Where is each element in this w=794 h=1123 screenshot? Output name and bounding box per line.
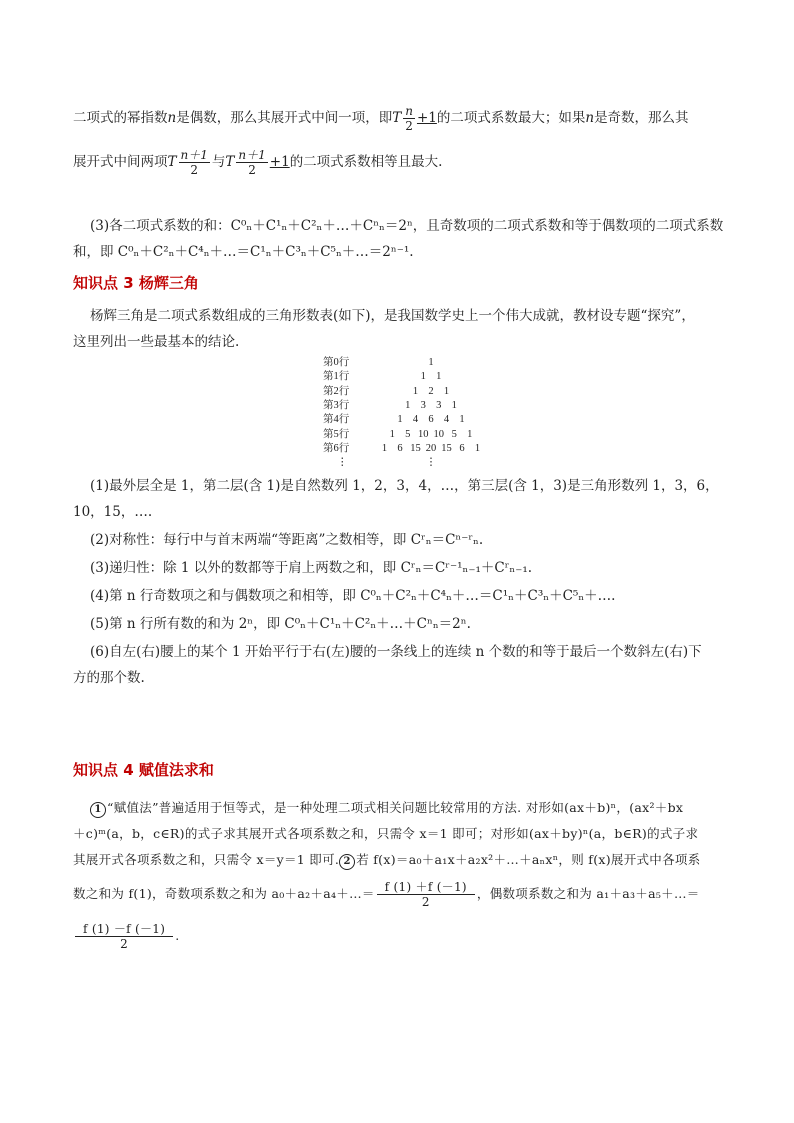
item-1-line1: (1)最外层全是 1，第二层(含 1)是自然数列 1，2，3，4，…，第三层(含 1，3)是三角形数列 1，3，6， <box>90 478 719 494</box>
fraction-denominator: 2 <box>248 163 256 177</box>
triangle-value: 20 <box>425 442 437 454</box>
ellipsis-center: ⋮ <box>425 457 437 468</box>
text: 二项式的幂指数 <box>73 110 168 126</box>
var-T: T <box>392 110 402 126</box>
triangle-value: 1 <box>412 385 419 397</box>
item-3-line1: (3)各二项式系数的和：C⁰ₙ＋C¹ₙ＋C²ₙ＋…＋Cⁿₙ＝2ⁿ，且奇数项的二项式系数和等于偶数项的二项式系数 <box>90 218 724 234</box>
triangle-value: 1 <box>436 371 442 383</box>
fraction-n-plus-1-over-2 <box>236 148 267 177</box>
yang-hui-triangle <box>323 356 513 476</box>
triangle-value: 6 <box>459 442 465 454</box>
triangle-value: 3 <box>436 399 442 411</box>
para-middle-term-line2 <box>73 148 442 177</box>
circled-number-2: 2 <box>339 854 355 870</box>
text: 是奇数，那么其 <box>594 110 689 126</box>
fraction-denominator: 2 <box>405 119 413 133</box>
triangle-value: 1 <box>428 357 434 368</box>
triangle-value: 10 <box>433 428 444 440</box>
fraction-n-over-2 <box>403 104 415 133</box>
circled-number-1: 1 <box>90 802 106 818</box>
assign-para-line1 <box>90 799 683 818</box>
text: ，偶数项系数之和为 a₁＋a₃＋a₅＋…＝ <box>476 886 700 901</box>
triangle-value: 5 <box>405 428 411 440</box>
triangle-value: 1 <box>405 399 411 411</box>
fraction-numerator: f (1) －f (－1) <box>75 922 173 937</box>
para-middle-term-line1 <box>73 104 689 133</box>
triangle-row-label: 第6行 <box>323 442 350 454</box>
assign-para-line2: ＋c)ᵐ(a，b，c∈R)的式子求其展开式各项系数之和，只需令 x＝1 即可；对形如(ax＋by)ⁿ(a，b∈R)的式子求 <box>73 826 699 841</box>
item-3-line2: 和，即 C⁰ₙ＋C²ₙ＋C⁴ₙ＋…＝C¹ₙ＋C³ₙ＋C⁵ₙ＋…＝2ⁿ⁻¹. <box>73 244 414 260</box>
fraction-denominator: 2 <box>120 937 129 951</box>
fraction-numerator: f (1) ＋f (－1) <box>377 880 475 895</box>
text: . <box>175 928 180 943</box>
text: 是偶数，那么其展开式中间一项，即 <box>176 110 393 126</box>
triangle-value: 1 <box>381 442 388 454</box>
triangle-row-label: 第5行 <box>323 428 350 440</box>
item-2: (2)对称性：每行中与首末两端“等距离”之数相等，即 Cʳₙ＝Cⁿ⁻ʳₙ. <box>90 532 484 548</box>
item-6-line1: (6)自左(右)腰上的某个 1 开始平行于右(左)腰的一条线上的连续 n 个数的和等于最后一个数斜左(右)下 <box>90 644 702 660</box>
triangle-row-label: 第0行 <box>323 357 350 368</box>
triangle-value: 1 <box>420 371 426 383</box>
fraction-odd-sum <box>377 880 475 909</box>
triangle-row-label: 第2行 <box>323 385 350 397</box>
text: 若 f(x)＝a₀＋a₁x＋a₂x²＋…＋aₙxⁿ，则 f(x)展开式中各项系 <box>356 852 701 867</box>
assign-para-line3 <box>73 851 701 870</box>
triangle-value: 4 <box>412 414 419 426</box>
triangle-value: 1 <box>474 442 481 454</box>
triangle-value: 5 <box>451 428 457 440</box>
triangle-value: 6 <box>428 414 434 426</box>
fraction-numerator: n＋1 <box>238 148 266 162</box>
text: 的二项式系数相等且最大. <box>289 154 443 170</box>
fraction-denominator: 2 <box>190 163 199 177</box>
triangle-value: 15 <box>410 442 421 454</box>
text: “赋值法”普遍适用于恒等式，是一种处理二项式相关问题比较常用的方法. 对形如(ax＋b)ⁿ，(ax²＋bx <box>107 800 684 815</box>
text: +1 <box>416 110 437 126</box>
section-4-heading: 知识点 4 赋值法求和 <box>73 761 214 779</box>
item-6-line2: 方的那个数. <box>73 670 145 686</box>
triangle-value: 1 <box>397 414 403 426</box>
fraction-numerator: n <box>405 104 413 118</box>
triangle-row-label: 第1行 <box>323 371 350 383</box>
triangle-value: 2 <box>428 385 434 397</box>
triangle-value: 1 <box>389 428 395 440</box>
section-3-heading: 知识点 3 杨辉三角 <box>73 274 199 292</box>
triangle-value: 6 <box>397 442 403 454</box>
triangle-value: 4 <box>443 414 450 426</box>
triangle-value: 10 <box>418 428 429 440</box>
section-3-intro-line2: 这里列出一些最基本的结论. <box>73 334 240 350</box>
item-4: (4)第 n 行奇数项之和与偶数项之和相等，即 C⁰ₙ＋C²ₙ＋C⁴ₙ＋…＝C¹ₙ＋C³ₙ＋C⁵ₙ＋…. <box>90 588 616 604</box>
item-3-recursion: (3)递归性：除 1 以外的数都等于肩上两数之和，即 Cʳₙ＝Cʳ⁻¹ₙ₋₁＋Cʳₙ₋₁. <box>90 560 533 576</box>
triangle-value: 1 <box>459 414 465 426</box>
item-5: (5)第 n 行所有数的和为 2ⁿ，即 C⁰ₙ＋C¹ₙ＋C²ₙ＋…＋Cⁿₙ＝2ⁿ. <box>90 616 471 632</box>
text: +1 <box>269 154 290 170</box>
fraction-numerator: n＋1 <box>180 148 208 162</box>
triangle-value: 1 <box>443 385 450 397</box>
triangle-value: 3 <box>420 399 426 411</box>
fraction-even-sum <box>75 922 173 951</box>
var-T: T <box>167 154 177 170</box>
var-T: T <box>225 154 235 170</box>
text: 展开式中间两项 <box>73 154 168 170</box>
text: 与 <box>211 154 226 170</box>
var-n: n <box>585 110 595 126</box>
var-n: n <box>167 110 177 126</box>
triangle-value: 1 <box>451 399 457 411</box>
fraction-n-plus-1-over-2 <box>179 148 210 177</box>
ellipsis-left: ⋮ <box>337 457 348 468</box>
section-3-intro-line1: 杨辉三角是二项式系数组成的三角形数表(如下)，是我国数学史上一个伟大成就，教材设专题“探究”， <box>90 308 695 324</box>
text: 数之和为 f(1)，奇数项系数之和为 a₀＋a₂＋a₄＋…＝ <box>73 886 375 901</box>
item-1-line2: 10，15，…. <box>73 504 153 520</box>
triangle-value: 1 <box>467 428 473 440</box>
assign-para-line5 <box>73 922 180 951</box>
triangle-row-label: 第4行 <box>323 414 350 426</box>
text: 的二项式系数最大；如果 <box>436 110 586 126</box>
triangle-value: 15 <box>441 442 452 454</box>
triangle-row-label: 第3行 <box>323 399 350 411</box>
text: 其展开式各项系数之和，只需令 x＝y＝1 即可. <box>73 852 340 867</box>
assign-para-line4 <box>73 880 700 909</box>
fraction-denominator: 2 <box>421 895 430 909</box>
